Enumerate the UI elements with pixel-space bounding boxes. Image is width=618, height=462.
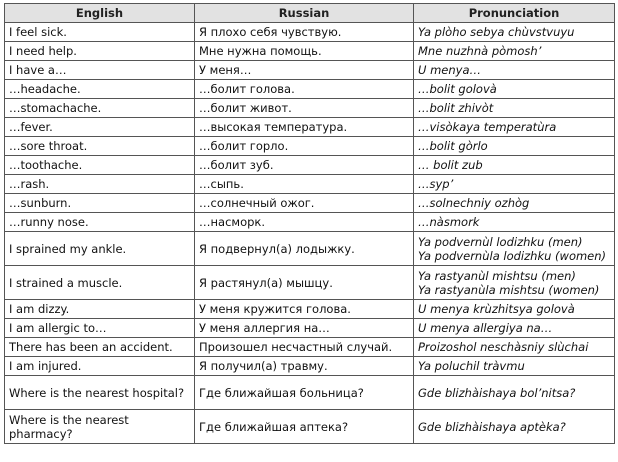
russian-cell: Где ближайшая больница? (195, 376, 414, 410)
table-row (5, 42, 615, 61)
russian-cell: Я получил(а) травму. (195, 357, 414, 376)
russian-cell: Мне нужна помощь. (195, 42, 414, 61)
pronunciation-line: …bolit zhivòt (418, 101, 494, 115)
russian-cell: Произошел несчастный случай. (195, 338, 414, 357)
table-row (5, 376, 615, 410)
table-row (5, 23, 615, 42)
english-cell: Where is the nearest pharmacy? (5, 410, 195, 444)
pronunciation-cell (414, 175, 615, 194)
pronunciation-cell (414, 156, 615, 175)
table-row (5, 118, 615, 137)
pronunciation-line: Ya plòho sebya chùvstvuyu (418, 25, 575, 39)
pronunciation-line: Ya podvernùl lodizhku (men) (418, 234, 583, 249)
pronunciation-line: …nàsmork (418, 215, 480, 229)
english-cell: I feel sick. (5, 23, 195, 42)
table-row (5, 357, 615, 376)
pronunciation-line: Gde blizhàishaya bol’nitsa? (418, 385, 576, 400)
english-cell: There has been an accident. (5, 338, 195, 357)
pronunciation-line: U menya krùzhitsya golovà (418, 302, 575, 316)
pronunciation-line: Ya rastyanùl mishtsu (men) (418, 268, 576, 283)
english-cell: I have a… (5, 61, 195, 80)
table-body (5, 23, 615, 444)
pronunciation-line: Ya poluchil tràvmu (418, 359, 525, 373)
table-row (5, 232, 615, 266)
pronunciation-cell (414, 23, 615, 42)
pronunciation-cell (414, 410, 615, 444)
english-cell: Where is the nearest hospital? (5, 376, 195, 410)
pronunciation-line: Gde blizhàishaya aptèka? (418, 419, 566, 434)
english-cell: I am dizzy. (5, 300, 195, 319)
russian-cell: Я плохо себя чувствую. (195, 23, 414, 42)
table-row (5, 266, 615, 300)
russian-cell: Я растянул(а) мышцу. (195, 266, 414, 300)
table-row (5, 213, 615, 232)
header-pronunciation: Pronunciation (414, 4, 615, 23)
pronunciation-line: …solnechniy ozhòg (418, 196, 530, 210)
table-row (5, 99, 615, 118)
pronunciation-cell (414, 232, 615, 266)
pronunciation-line: Ya rastyanùla mishtsu (women) (418, 282, 600, 297)
table-row (5, 137, 615, 156)
pronunciation-line: …bolit gòrlo (418, 139, 488, 153)
pronunciation-cell (414, 42, 615, 61)
phrase-table (4, 3, 615, 444)
pronunciation-cell (414, 319, 615, 338)
table-row (5, 156, 615, 175)
pronunciation-line: U menya allergiya na… (418, 321, 553, 335)
russian-cell: …солнечный ожог. (195, 194, 414, 213)
table-row (5, 61, 615, 80)
russian-cell: …болит голова. (195, 80, 414, 99)
russian-cell: Я подвернул(а) лодыжку. (195, 232, 414, 266)
header-russian: Russian (195, 4, 414, 23)
table-row (5, 338, 615, 357)
pronunciation-cell (414, 118, 615, 137)
english-cell: …stomachache. (5, 99, 195, 118)
header-row (5, 4, 615, 23)
table-row (5, 300, 615, 319)
english-cell: I am injured. (5, 357, 195, 376)
english-cell: I am allergic to… (5, 319, 195, 338)
table-row (5, 319, 615, 338)
table-row (5, 80, 615, 99)
pronunciation-line: … bolit zub (418, 158, 483, 172)
russian-cell: …высокая температура. (195, 118, 414, 137)
english-cell: …runny nose. (5, 213, 195, 232)
russian-cell: Где ближайшая аптека? (195, 410, 414, 444)
table-row (5, 175, 615, 194)
table-row (5, 410, 615, 444)
pronunciation-cell (414, 61, 615, 80)
phrase-table-container (4, 3, 615, 444)
russian-cell: У меня аллергия на… (195, 319, 414, 338)
pronunciation-cell (414, 99, 615, 118)
russian-cell: …сыпь. (195, 175, 414, 194)
russian-cell: У меня… (195, 61, 414, 80)
english-cell: …headache. (5, 80, 195, 99)
english-cell: I sprained my ankle. (5, 232, 195, 266)
pronunciation-cell (414, 376, 615, 410)
pronunciation-cell (414, 266, 615, 300)
pronunciation-cell (414, 357, 615, 376)
russian-cell: У меня кружится голова. (195, 300, 414, 319)
english-cell: …sore throat. (5, 137, 195, 156)
russian-cell: …болит живот. (195, 99, 414, 118)
pronunciation-line: Mne nuzhnà pòmosh’ (418, 44, 542, 58)
pronunciation-line: …syp’ (418, 177, 454, 191)
russian-cell: …болит зуб. (195, 156, 414, 175)
pronunciation-cell (414, 80, 615, 99)
pronunciation-cell (414, 300, 615, 319)
table-row (5, 194, 615, 213)
russian-cell: …болит горло. (195, 137, 414, 156)
pronunciation-cell (414, 213, 615, 232)
pronunciation-line: …bolit golovà (418, 82, 497, 96)
english-cell: …toothache. (5, 156, 195, 175)
russian-cell: …насморк. (195, 213, 414, 232)
english-cell: …rash. (5, 175, 195, 194)
pronunciation-line: U menya… (418, 63, 481, 77)
english-cell: …sunburn. (5, 194, 195, 213)
pronunciation-cell (414, 338, 615, 357)
pronunciation-cell (414, 137, 615, 156)
header-english: English (5, 4, 195, 23)
pronunciation-cell (414, 194, 615, 213)
pronunciation-line: Proizoshol neschàsniy slùchai (418, 340, 589, 354)
pronunciation-line: Ya podvernùla lodizhku (women) (418, 248, 607, 263)
english-cell: …fever. (5, 118, 195, 137)
english-cell: I need help. (5, 42, 195, 61)
pronunciation-line: …visòkaya temperatùra (418, 120, 557, 134)
english-cell: I strained a muscle. (5, 266, 195, 300)
